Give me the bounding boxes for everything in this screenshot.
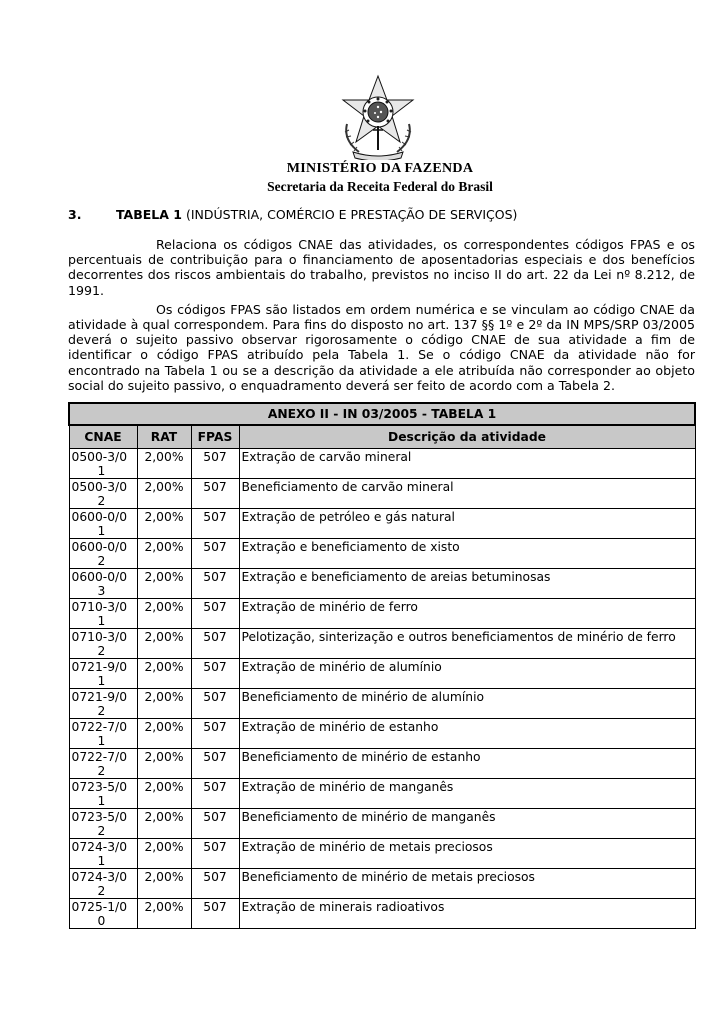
cnae-code-part: 0500-3/0	[71, 480, 128, 494]
rat-cell: 2,00%	[137, 509, 191, 539]
rat-cell: 2,00%	[137, 869, 191, 899]
cnae-code-part: 0600-0/0	[71, 510, 128, 524]
description-cell: Extração e beneficiamento de areias betuminosas	[239, 569, 695, 599]
cnae-cell	[69, 539, 137, 569]
fpas-cell: 507	[191, 899, 239, 929]
cnae-code-part: 0721-9/0	[71, 660, 128, 674]
fpas-cell: 507	[191, 719, 239, 749]
cnae-code-suffix: 1	[97, 614, 106, 628]
cnae-code-part: 0724-3/0	[71, 840, 128, 854]
column-header-cnae: CNAE	[69, 425, 137, 449]
cnae-code-suffix: 1	[97, 854, 106, 868]
table-row	[69, 659, 695, 689]
cnae-code-suffix: 1	[97, 524, 106, 538]
cnae-cell	[69, 749, 137, 779]
rat-cell: 2,00%	[137, 779, 191, 809]
table-row	[69, 629, 695, 659]
cnae-code-suffix: 1	[97, 674, 106, 688]
table-banner: ANEXO II - IN 03/2005 - TABELA 1	[69, 403, 695, 425]
description-cell: Extração de minério de manganês	[239, 779, 695, 809]
cnae-cell	[69, 659, 137, 689]
description-cell: Beneficiamento de minério de alumínio	[239, 689, 695, 719]
description-cell: Beneficiamento de carvão mineral	[239, 479, 695, 509]
rat-cell: 2,00%	[137, 839, 191, 869]
table-row	[69, 449, 695, 479]
column-header-rat: RAT	[137, 425, 191, 449]
section-title: TABELA 1	[116, 207, 182, 222]
cnae-code-suffix: 2	[97, 704, 106, 718]
document-header	[200, 160, 560, 196]
rat-cell: 2,00%	[137, 809, 191, 839]
table-row	[69, 509, 695, 539]
fpas-cell: 507	[191, 779, 239, 809]
cnae-code-part: 0600-0/0	[71, 540, 128, 554]
table-row	[69, 839, 695, 869]
rat-cell: 2,00%	[137, 629, 191, 659]
cnae-code-suffix: 1	[97, 464, 106, 478]
cnae-code-suffix: 2	[97, 494, 106, 508]
cnae-cell	[69, 689, 137, 719]
cnae-code-part: 0710-3/0	[71, 600, 128, 614]
intro-text	[68, 237, 695, 393]
cnae-cell	[69, 569, 137, 599]
section-heading	[68, 207, 517, 222]
cnae-code-suffix: 2	[97, 884, 106, 898]
description-cell: Pelotização, sinterização e outros beneficiamentos de minério de ferro	[239, 629, 695, 659]
column-header-fpas: FPAS	[191, 425, 239, 449]
description-cell: Extração de minério de metais preciosos	[239, 839, 695, 869]
rat-cell: 2,00%	[137, 749, 191, 779]
table-row	[69, 719, 695, 749]
cnae-code-part: 0600-0/0	[71, 570, 128, 584]
rat-cell: 2,00%	[137, 659, 191, 689]
cnae-code-part: 0500-3/0	[71, 450, 128, 464]
description-cell: Extração de petróleo e gás natural	[239, 509, 695, 539]
coat-of-arms-emblem	[337, 74, 419, 160]
fpas-cell: 507	[191, 599, 239, 629]
rat-cell: 2,00%	[137, 479, 191, 509]
fpas-cell: 507	[191, 629, 239, 659]
cnae-cell	[69, 599, 137, 629]
cnae-code-suffix: 0	[97, 914, 106, 928]
rat-cell: 2,00%	[137, 599, 191, 629]
cnae-cell	[69, 869, 137, 899]
rat-cell: 2,00%	[137, 449, 191, 479]
cnae-cell	[69, 899, 137, 929]
table-row	[69, 479, 695, 509]
cnae-cell	[69, 479, 137, 509]
description-cell: Extração de minério de ferro	[239, 599, 695, 629]
table-row	[69, 809, 695, 839]
description-cell: Beneficiamento de minério de manganês	[239, 809, 695, 839]
cnae-cell	[69, 509, 137, 539]
section-number: 3.	[68, 207, 82, 222]
cnae-code-part: 0722-7/0	[71, 750, 128, 764]
cnae-cell	[69, 629, 137, 659]
description-cell: Beneficiamento de minério de metais preciosos	[239, 869, 695, 899]
section-subtitle: (INDÚSTRIA, COMÉRCIO E PRESTAÇÃO DE SERVIÇOS)	[185, 207, 518, 222]
fpas-cell: 507	[191, 689, 239, 719]
cnae-cell	[69, 839, 137, 869]
cnae-cell	[69, 779, 137, 809]
cnae-cell	[69, 719, 137, 749]
fpas-cell: 507	[191, 659, 239, 689]
column-header-description: Descrição da atividade	[239, 425, 695, 449]
cnae-code-part: 0721-9/0	[71, 690, 128, 704]
cnae-code-suffix: 2	[97, 764, 106, 778]
table-row	[69, 599, 695, 629]
rat-cell: 2,00%	[137, 719, 191, 749]
fpas-cell: 507	[191, 509, 239, 539]
table-row	[69, 689, 695, 719]
cnae-code-suffix: 1	[97, 734, 106, 748]
table-row	[69, 899, 695, 929]
rat-cell: 2,00%	[137, 899, 191, 929]
cnae-cell	[69, 449, 137, 479]
rat-cell: 2,00%	[137, 569, 191, 599]
cnae-code-suffix: 2	[97, 644, 106, 658]
intro-paragraph: Os códigos FPAS são listados em ordem numérica e se vinculam ao código CNAE da atividade à qual correspondem. Para fins do disposto no art. 137 §§ 1º e 2º da IN MPS/SRP 03/2005 deverá o sujeito passivo observar rigorosamente o código CNAE de sua atividade a fim de identificar o código FPAS atribuído pela Tabela 1. Se o código CNAE da atividade não for encontrado na Tabela 1 ou se a descrição da atividade a ele atribuída não corresponder ao objeto social do sujeito passivo, o enquadramento deverá ser feito de acordo com a Tabela 2.	[68, 301, 695, 393]
fpas-cell: 507	[191, 839, 239, 869]
fpas-cell: 507	[191, 749, 239, 779]
rat-cell: 2,00%	[137, 539, 191, 569]
cnae-code-part: 0723-5/0	[71, 780, 128, 794]
description-cell: Extração de minério de estanho	[239, 719, 695, 749]
description-cell: Extração de carvão mineral	[239, 449, 695, 479]
intro-paragraph: Relaciona os códigos CNAE das atividades, os correspondentes códigos FPAS e os percentuais de contribuição para o financiamento de aposentadorias especiais e dos benefícios decorrentes dos riscos ambientais do trabalho, previstos no inciso II do art. 22 da Lei nº 8.212, de 1991.	[68, 237, 695, 298]
fpas-cell: 507	[191, 449, 239, 479]
table-row	[69, 539, 695, 569]
rat-cell: 2,00%	[137, 689, 191, 719]
cnae-code-part: 0722-7/0	[71, 720, 128, 734]
table-row	[69, 779, 695, 809]
cnae-code-part: 0724-3/0	[71, 870, 128, 884]
table-row	[69, 749, 695, 779]
cnae-code-suffix: 2	[97, 824, 106, 838]
description-cell: Extração e beneficiamento de xisto	[239, 539, 695, 569]
cnae-code-suffix: 1	[97, 794, 106, 808]
ministry-title: MINISTÉRIO DA FAZENDA	[286, 161, 474, 176]
table-banner-row	[69, 403, 695, 425]
table-row	[69, 869, 695, 899]
description-cell: Extração de minerais radioativos	[239, 899, 695, 929]
cnae-code-part: 0725-1/0	[71, 900, 128, 914]
cnae-code-suffix: 3	[97, 584, 106, 598]
table-row	[69, 569, 695, 599]
description-cell: Extração de minério de alumínio	[239, 659, 695, 689]
fpas-cell: 507	[191, 569, 239, 599]
table-body	[69, 449, 695, 929]
fpas-cell: 507	[191, 539, 239, 569]
cnae-cell	[69, 809, 137, 839]
description-cell: Beneficiamento de minério de estanho	[239, 749, 695, 779]
fpas-cell: 507	[191, 479, 239, 509]
fpas-cell: 507	[191, 809, 239, 839]
cnae-code-part: 0723-5/0	[71, 810, 128, 824]
cnae-code-suffix: 2	[97, 554, 106, 568]
cnae-code-part: 0710-3/0	[71, 630, 128, 644]
cnae-table	[68, 402, 696, 929]
secretariat-title: Secretaria da Receita Federal do Brasil	[267, 179, 493, 194]
fpas-cell: 507	[191, 869, 239, 899]
table-header-row	[69, 425, 695, 449]
